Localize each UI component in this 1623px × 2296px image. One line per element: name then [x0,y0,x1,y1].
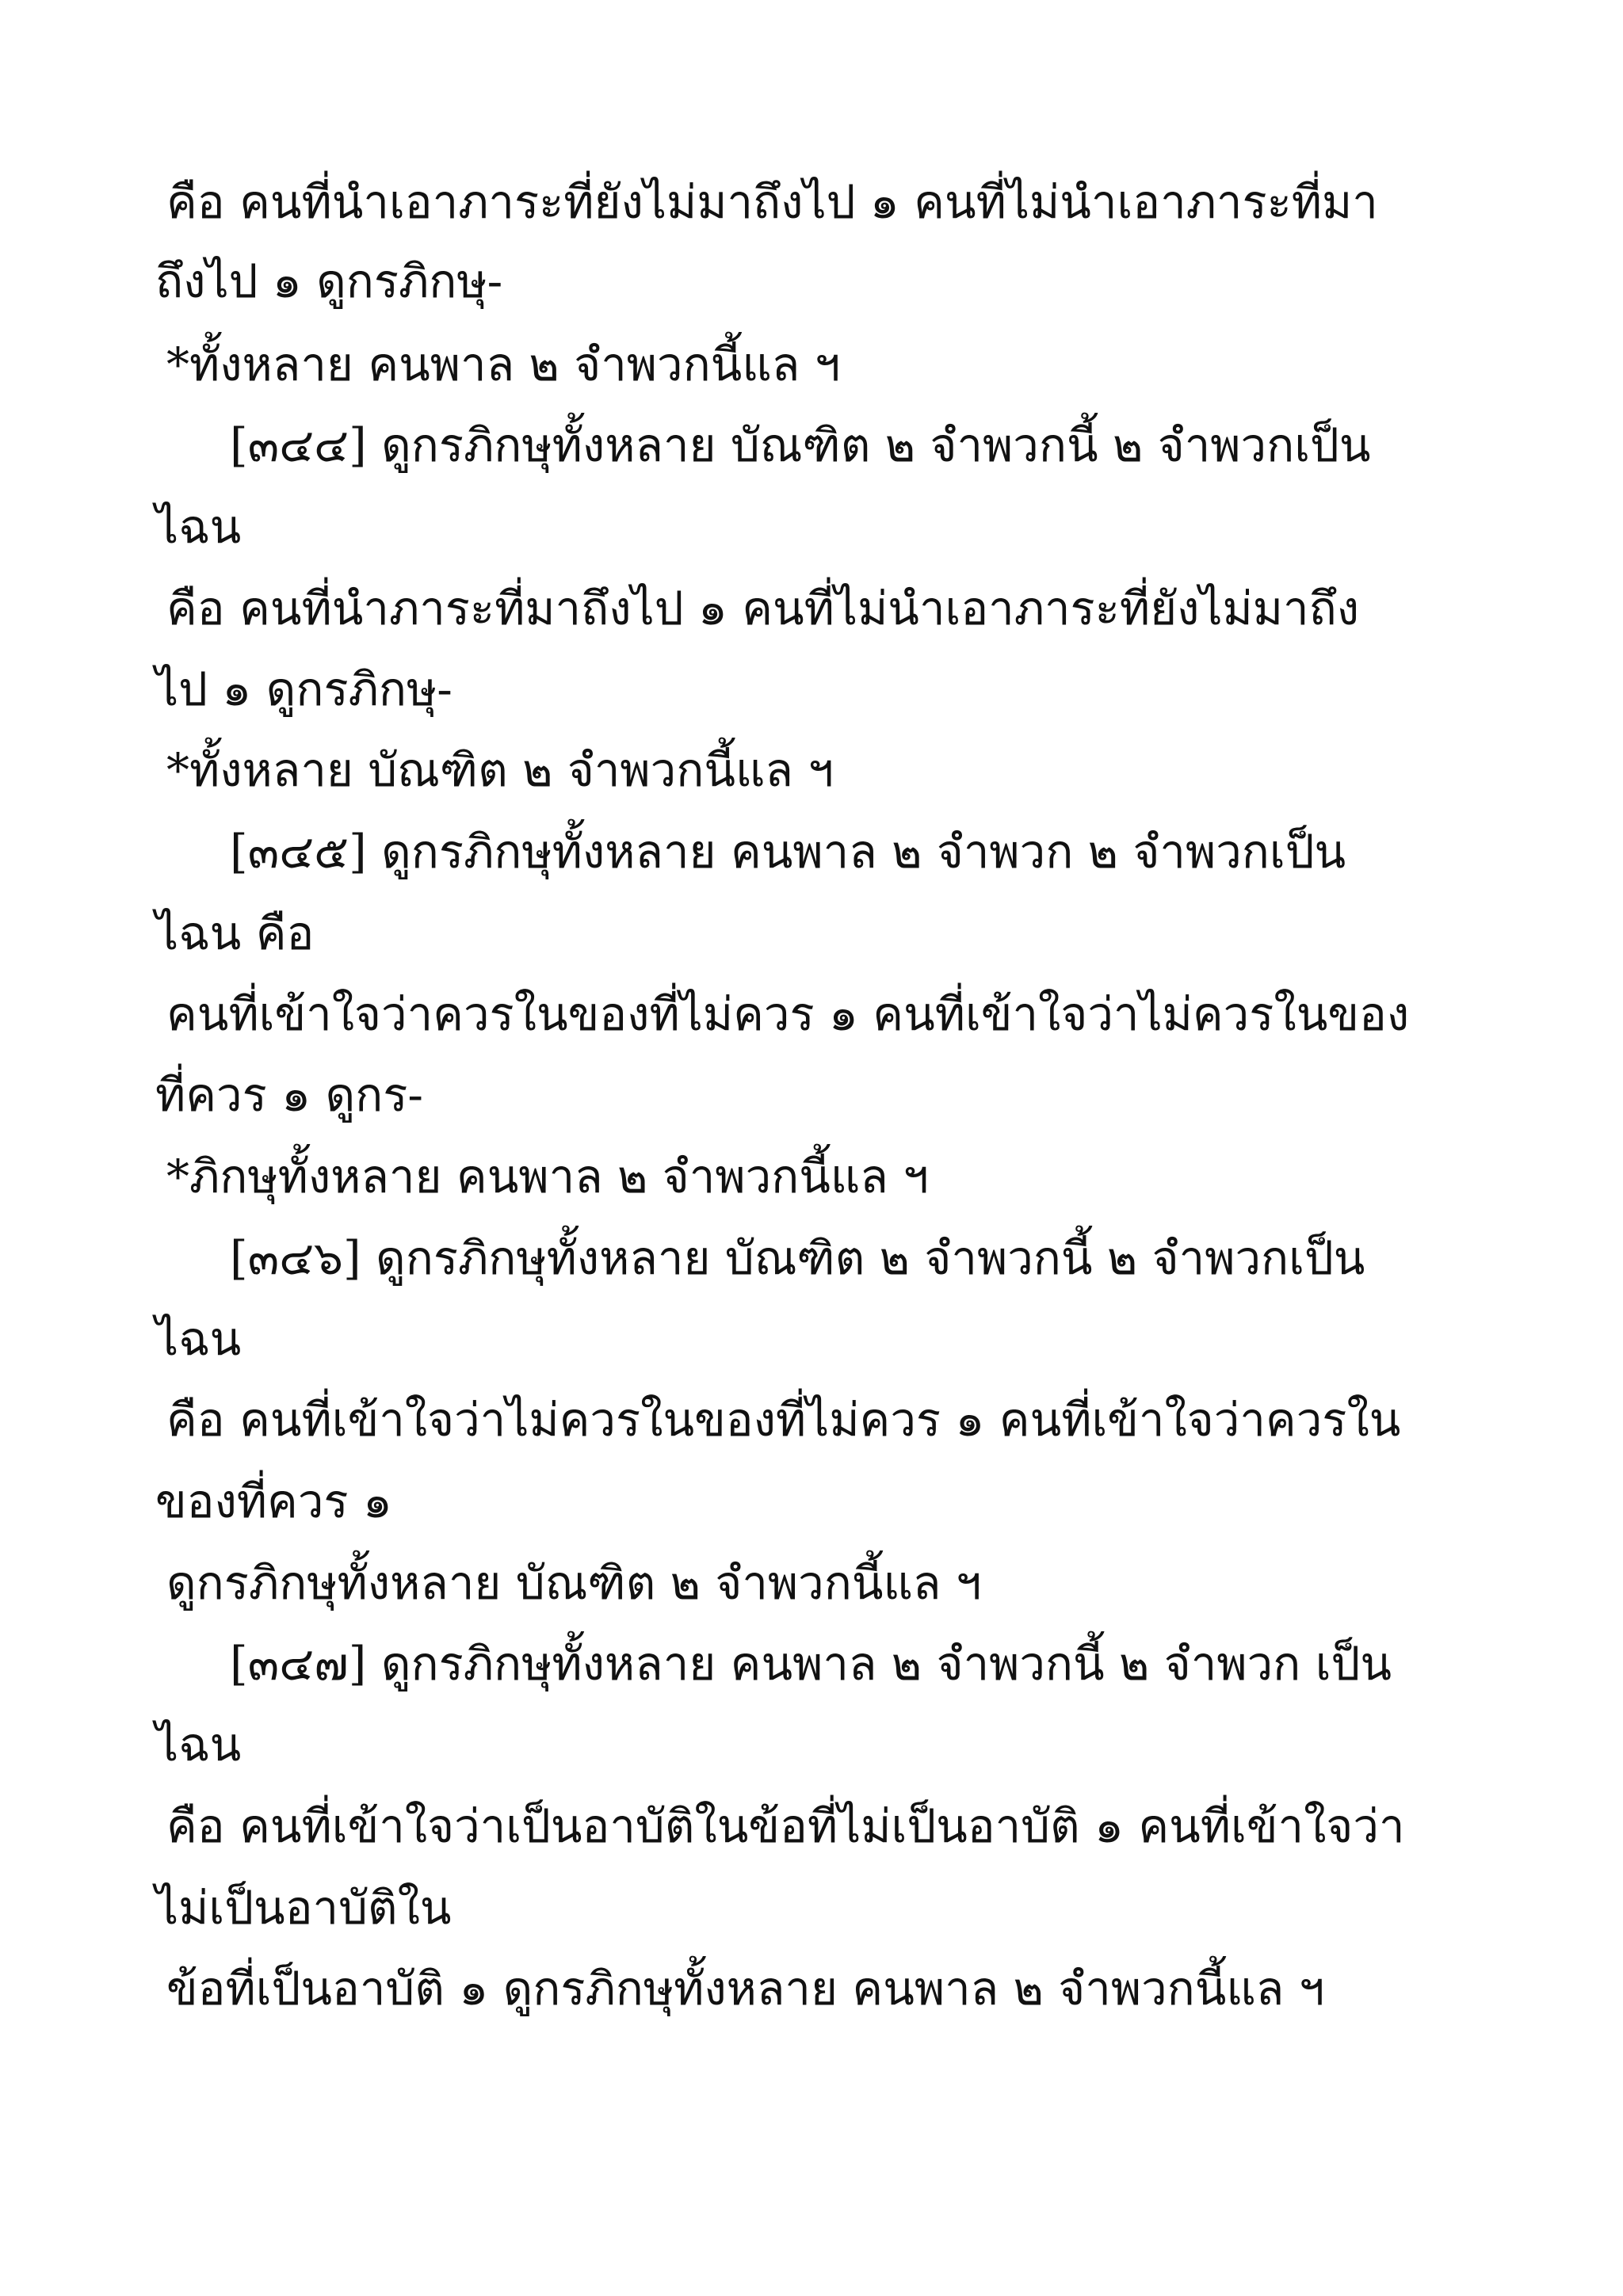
paragraph-number-line: [๓๔๕] ดูกรภิกษุทั้งหลาย คนพาล ๒ จำพวก ๒ จำพวกเป็น [230,825,1346,879]
text-line: ไฉน [155,1718,242,1772]
text-line: คือ คนที่เข้าใจว่าไม่ควรในของที่ไม่ควร ๑ คนที่เข้าใจว่าควรใน [166,1393,1401,1447]
paragraph-number-line: [๓๔๗] ดูกรภิกษุทั้งหลาย คนพาล ๒ จำพวกนี้ ๒ จำพวก เป็น [230,1637,1392,1691]
text-line: ไฉน [155,500,242,554]
text-line: *ทั้งหลาย คนพาล ๒ จำพวกนี้แล ฯ [166,338,841,391]
text-line: คือ คนที่นำเอาภาระที่ยังไม่มาถึงไป ๑ คนที่ไม่นำเอาภาระที่มา [166,175,1378,229]
paragraph-number-line: [๓๔๔] ดูกรภิกษุทั้งหลาย บัณฑิต ๒ จำพวกนี้ ๒ จำพวกเป็น [230,418,1371,472]
text-line: ของที่ควร ๑ [155,1474,392,1528]
text-line: ไป ๑ ดูกรภิกษุ- [155,662,453,716]
text-line: *ภิกษุทั้งหลาย คนพาล ๒ จำพวกนี้แล ฯ [166,1150,929,1203]
text-line: ถึงไป ๑ ดูกรภิกษุ- [155,254,503,308]
text-line: คนที่เข้าใจว่าควรในของที่ไม่ควร ๑ คนที่เข้าใจว่าไม่ควรในของ [166,987,1410,1041]
text-line: *ทั้งหลาย บัณฑิต ๒ จำพวกนี้แล ฯ [166,743,834,797]
text-line: ไม่เป็นอาบัติใน [155,1881,452,1935]
text-line: ดูกรภิกษุทั้งหลาย บัณฑิต ๒ จำพวกนี้แล ฯ [166,1556,982,1610]
text-line: ข้อที่เป็นอาบัติ ๑ ดูกรภิกษุทั้งหลาย คนพาล ๒ จำพวกนี้แล ฯ [166,1962,1325,2016]
text-line: ที่ควร ๑ ดูกร- [155,1068,423,1122]
text-line: คือ คนที่เข้าใจว่าเป็นอาบัติในข้อที่ไม่เป็นอาบัติ ๑ คนที่เข้าใจว่า [166,1799,1405,1853]
text-line: คือ คนที่นำภาระที่มาถึงไป ๑ คนที่ไม่นำเอาภาระที่ยังไม่มาถึง [166,582,1360,635]
paragraph-number-line: [๓๔๖] ดูกรภิกษุทั้งหลาย บัณฑิต ๒ จำพวกนี้ ๒ จำพวกเป็น [230,1231,1365,1285]
text-line: ไฉน คือ [155,906,315,960]
text-line: ไฉน [155,1312,242,1366]
